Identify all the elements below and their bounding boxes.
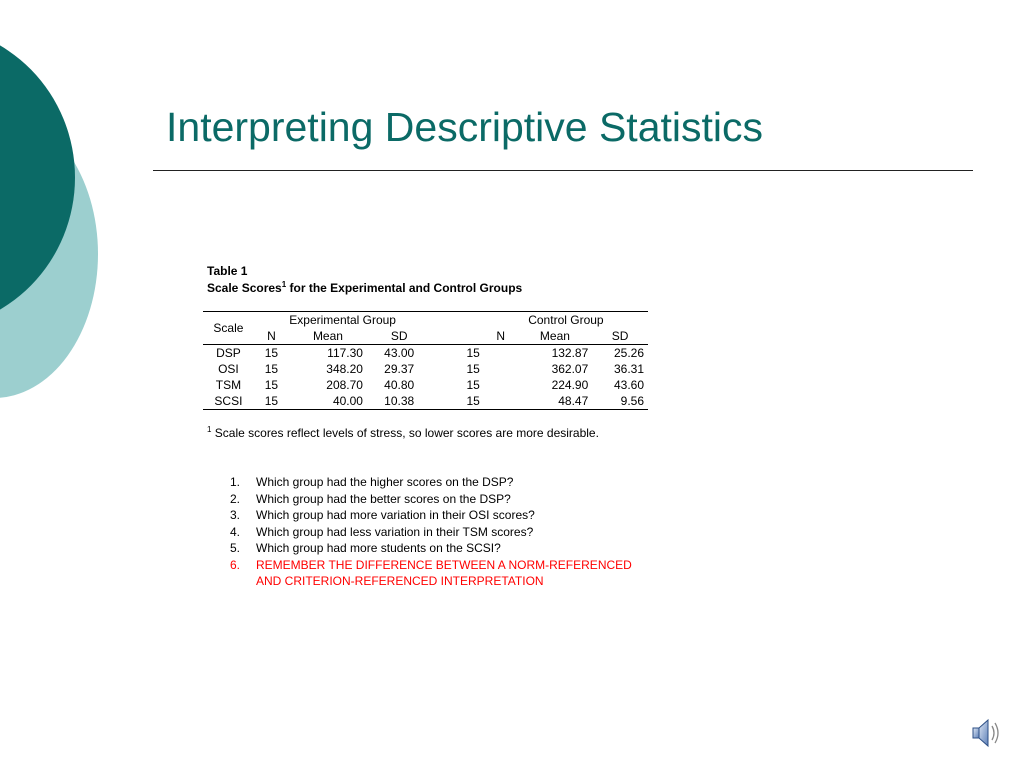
cell-exp-n: 15 [264,346,279,360]
cell-exp-mean: 40.00 [289,393,367,410]
question-list [230,474,632,590]
list-item [230,491,632,508]
question-text: Which group had the better scores on the DSP? [256,491,511,506]
cell-exp-mean: 208.70 [326,378,363,392]
table-footnote [207,425,599,440]
header-control-group: Control Group [484,312,648,329]
list-item [230,540,632,557]
table-row [203,361,648,377]
cell-exp-sd: 10.38 [367,393,431,410]
cell-exp-mean: 348.20 [326,362,363,376]
table-number: Table 1 [207,264,248,278]
table-row [203,345,648,362]
decorative-circle-light [0,110,98,398]
list-item [230,524,632,541]
cell-ctl-sd: 36.31 [613,362,644,376]
decorative-circle-dark [0,25,75,330]
question-text-continued: AND CRITERION-REFERENCED INTERPRETATION [256,574,544,588]
question-text: Which group had the higher scores on the DSP? [256,475,514,489]
cell-ctl-sd: 9.56 [592,393,648,410]
cell-exp-sd: 29.37 [384,362,415,376]
cell-scale: DSP [216,346,241,360]
question-number: 1. [230,475,241,489]
table-caption [207,263,522,297]
list-item [230,507,632,524]
header-exp-mean: Mean [289,328,367,345]
table-title-main: Scale Scores [207,281,282,295]
cell-ctl-mean: 48.47 [518,393,593,410]
scale-scores-table [203,311,648,410]
cell-exp-sd: 40.80 [384,378,415,392]
speaker-icon-graphic [972,716,1002,750]
header-ctl-mean: Mean [518,328,593,345]
question-number: 6. [230,557,241,572]
header-exp-sd: SD [367,328,431,345]
footnote-mark: 1 [207,425,212,434]
table-title [207,280,522,297]
question-number: 5. [230,541,241,555]
table-title-rest: for the Experimental and Control Groups [286,281,523,295]
footnote-text: Scale scores reflect levels of stress, so lower scores are more desirable. [211,426,599,440]
question-text: Which group had less variation in their TSM scores? [256,524,534,539]
cell-ctl-n: 15 [466,346,480,360]
cell-ctl-n: 15 [466,378,480,392]
header-exp-n: N [254,328,289,345]
cell-exp-n: 15 [254,393,289,410]
table-title-footnote-mark: 1 [281,280,287,289]
speaker-icon[interactable] [972,716,1002,750]
table-row [203,377,648,393]
list-item-emphasis [230,557,632,590]
header-ctl-n: N [484,328,518,345]
cell-ctl-n: 15 [466,362,480,376]
cell-ctl-mean: 132.87 [551,346,589,360]
cell-ctl-n: 15 [431,393,483,410]
question-text: Which group had more variation in their OSI scores? [256,508,535,522]
title-divider [153,170,973,171]
header-ctl-sd: SD [592,328,648,345]
cell-scale: SCSI [203,393,254,410]
header-experimental-group: Experimental Group [254,312,432,329]
cell-ctl-sd: 43.60 [613,378,644,392]
question-text: REMEMBER THE DIFFERENCE BETWEEN A NORM-REFERENCED [256,557,632,572]
cell-ctl-mean: 224.90 [551,378,589,392]
question-number: 3. [230,508,241,522]
cell-ctl-mean: 362.07 [551,362,589,376]
question-number: 2. [230,491,241,506]
cell-exp-n: 15 [264,378,279,392]
question-text: Which group had more students on the SCSI? [256,541,501,555]
cell-exp-sd: 43.00 [384,346,415,360]
cell-scale: TSM [215,378,242,392]
cell-scale: OSI [218,362,239,376]
header-scale: Scale [203,312,254,345]
cell-ctl-sd: 25.26 [613,346,644,360]
table-header-row [203,312,648,329]
list-item [230,474,632,491]
cell-exp-n: 15 [264,362,279,376]
cell-exp-mean: 117.30 [327,346,363,360]
question-number: 4. [230,524,241,539]
table-row [203,393,648,410]
table-subheader-row [203,328,648,345]
slide-title: Interpreting Descriptive Statistics [166,104,764,150]
